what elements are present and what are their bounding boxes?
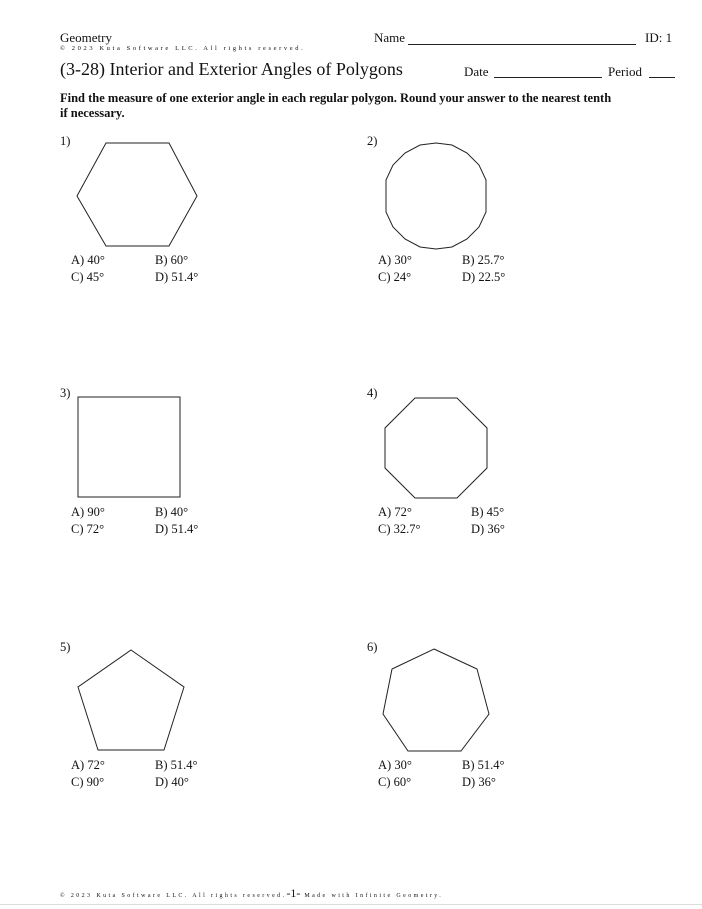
name-field-line[interactable]	[408, 44, 636, 45]
period-label: Period	[608, 64, 642, 79]
choice-a[interactable]: A) 72°	[71, 758, 105, 772]
instructions: Find the measure of one exterior angle in each regular polygon. Round your answer to the nearest tenth if necessary.	[60, 91, 612, 120]
page-bottom-rule	[0, 904, 702, 905]
page-number: -1-	[286, 886, 301, 900]
choice-c[interactable]: C) 60°	[378, 775, 412, 789]
choice-c[interactable]: C) 90°	[71, 775, 105, 789]
choice-a[interactable]: A) 72°	[378, 505, 412, 519]
footer-copyright: © 2023 Kuta Software LLC. All rights reserved.	[60, 893, 287, 899]
octagon-figure	[381, 396, 491, 502]
question-number: 1)	[60, 134, 71, 148]
choice-d[interactable]: D) 36°	[471, 522, 505, 536]
choice-d[interactable]: D) 36°	[462, 775, 496, 789]
choice-c[interactable]: C) 32.7°	[378, 522, 421, 536]
choice-b[interactable]: B) 40°	[155, 505, 189, 519]
hexagon-figure	[75, 140, 200, 250]
square-figure	[76, 396, 182, 499]
question-number: 5)	[60, 640, 71, 654]
question-number: 4)	[367, 386, 378, 400]
choice-d[interactable]: D) 51.4°	[155, 522, 199, 536]
name-label: Name	[374, 30, 406, 45]
period-field-line[interactable]	[649, 77, 675, 78]
choice-b[interactable]: B) 25.7°	[462, 253, 505, 267]
date-label: Date	[464, 64, 489, 79]
choice-b[interactable]: B) 51.4°	[462, 758, 505, 772]
choice-c[interactable]: C) 45°	[71, 270, 105, 284]
heptagon-figure	[381, 647, 493, 753]
footer	[60, 886, 443, 901]
choice-a[interactable]: A) 40°	[71, 253, 105, 267]
choice-c[interactable]: C) 24°	[378, 270, 412, 284]
date-field-line[interactable]	[494, 77, 602, 78]
footer-credit: Made with Infinite Geometry.	[304, 893, 444, 899]
copyright-notice: © 2023 Kuta Software LLC. All rights reserved.	[60, 45, 306, 52]
question-number: 3)	[60, 386, 71, 400]
choice-a[interactable]: A) 30°	[378, 758, 412, 772]
decagon-figure	[380, 140, 492, 252]
course-name: Geometry	[60, 30, 112, 45]
pentagon-figure	[76, 647, 188, 753]
choice-a[interactable]: A) 30°	[378, 253, 412, 267]
worksheet-id: ID: 1	[645, 30, 673, 45]
choice-c[interactable]: C) 72°	[71, 522, 105, 536]
choice-d[interactable]: D) 51.4°	[155, 270, 199, 284]
question-number: 6)	[367, 640, 378, 654]
choice-a[interactable]: A) 90°	[71, 505, 105, 519]
choice-b[interactable]: B) 45°	[471, 505, 505, 519]
choice-d[interactable]: D) 40°	[155, 775, 189, 789]
worksheet-title: (3-28) Interior and Exterior Angles of Polygons	[60, 59, 403, 79]
question-number: 2)	[367, 134, 378, 148]
choice-b[interactable]: B) 60°	[155, 253, 189, 267]
choice-b[interactable]: B) 51.4°	[155, 758, 198, 772]
choice-d[interactable]: D) 22.5°	[462, 270, 506, 284]
